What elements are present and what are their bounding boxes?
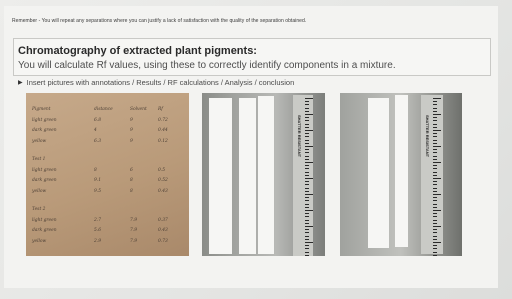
section-label: Insert pictures with annotations / Results / RF calculations / Analysis / conclusion (26, 78, 295, 87)
ruler-tick (305, 248, 309, 249)
chromatography-strips-photo (202, 93, 325, 256)
ruler-tick (305, 184, 309, 185)
ruler-tick (305, 207, 309, 208)
table-cell: 0.37 (158, 217, 168, 223)
ruler-tick (433, 232, 437, 233)
ruler-tick (305, 111, 309, 112)
ruler-tick (433, 207, 437, 208)
ruler-tick (305, 156, 309, 157)
ruler-tick (433, 236, 437, 237)
ruler-tick (433, 191, 437, 192)
ruler-tick (305, 191, 309, 192)
table-cell: 8 (130, 188, 133, 194)
task-title: Chromatography of extracted plant pigments: (18, 45, 257, 57)
table-cell: 0.12 (158, 138, 168, 144)
ruler-tick (433, 242, 441, 243)
table-cell: light green (32, 117, 57, 123)
paper-strip (209, 98, 232, 254)
ruler-tick (433, 181, 437, 182)
table-cell: light green (32, 167, 57, 173)
ruler-tick (433, 143, 437, 144)
task-box (13, 38, 491, 76)
ruler-tick (433, 252, 437, 253)
ruler-tick (433, 255, 437, 256)
ruler-tick (305, 159, 309, 160)
table-cell: Test 2 (32, 207, 46, 212)
ruler-tick (305, 239, 309, 240)
ruler-label: SHATTER RESISTANT (297, 115, 302, 158)
ruler-tick (305, 236, 309, 237)
ruler-tick (305, 120, 309, 121)
ruler-tick (305, 136, 309, 137)
section-toggle[interactable] (18, 78, 294, 87)
ruler-tick (305, 146, 313, 147)
ruler-tick (433, 248, 437, 249)
table-cell: Pigment (32, 107, 51, 112)
table-cell: 2.9 (94, 238, 101, 244)
table-cell: 0.52 (158, 178, 168, 183)
ruler-tick (433, 226, 441, 227)
ruler-tick (433, 136, 437, 137)
ruler-tick (305, 213, 309, 214)
ruler-tick (305, 181, 309, 182)
paper-strip (368, 98, 389, 248)
table-cell: 0.72 (158, 117, 168, 123)
ruler-tick (305, 204, 309, 205)
ruler-tick (305, 127, 309, 128)
table-cell: 9 (130, 117, 133, 123)
ruler-tick (305, 255, 309, 256)
table-cell: 7.9 (130, 238, 137, 244)
table-cell: dark green (32, 228, 57, 233)
ruler-tick (305, 197, 309, 198)
ruler-tick (305, 124, 309, 125)
ruler-tick (305, 194, 313, 195)
ruler-tick (433, 152, 437, 153)
ruler-tick (305, 108, 309, 109)
ruler-tick (433, 210, 441, 211)
ruler-tick (305, 143, 309, 144)
ruler-tick (305, 149, 309, 150)
table-cell: 6 (130, 167, 133, 173)
ruler-tick (433, 200, 437, 201)
table-cell: distance (94, 107, 113, 112)
ruler-tick (305, 245, 309, 246)
ruler-tick (433, 130, 441, 131)
ruler-tick (305, 200, 309, 201)
table-cell: 9.5 (94, 188, 101, 194)
table-cell: yellow (32, 188, 47, 194)
document-page (4, 6, 498, 288)
table-cell: 0.43 (158, 188, 168, 194)
ruler-tick (305, 252, 309, 253)
ruler-tick (433, 104, 437, 105)
task-subtitle: You will calculate Rf values, using these to correctly identify components in a mixture. (18, 60, 396, 71)
ruler-tick (305, 98, 313, 99)
table-cell: dark green (32, 128, 57, 133)
ruler (293, 95, 313, 256)
table-cell: 0.44 (158, 128, 168, 133)
table-cell: Rf (158, 107, 163, 112)
paper-strip (239, 98, 256, 254)
ruler-tick (433, 156, 437, 157)
ruler-tick (305, 168, 309, 169)
ruler-tick (305, 133, 309, 134)
table-cell: 5.6 (94, 228, 101, 233)
ruler-tick (433, 188, 437, 189)
ruler-tick (305, 162, 313, 163)
paper-strip (395, 95, 408, 247)
ruler-tick (433, 162, 441, 163)
ruler-tick (305, 229, 309, 230)
table-cell: 6.8 (94, 117, 101, 123)
table-cell: 0.43 (158, 228, 168, 233)
table-cell: 8 (94, 167, 97, 173)
table-cell: 2.7 (94, 217, 101, 223)
ruler-tick (305, 178, 313, 179)
triangle-right-icon: ▶ (18, 80, 23, 86)
ruler-tick (433, 223, 437, 224)
ruler-tick (305, 117, 309, 118)
table-cell: Test 1 (32, 157, 46, 162)
ruler-tick (305, 165, 309, 166)
table-cell: Solvent (130, 107, 147, 112)
ruler-tick (305, 140, 309, 141)
table-cell: 7.9 (130, 228, 137, 233)
table-cell: light green (32, 217, 57, 223)
table-cell: dark green (32, 178, 57, 183)
table-cell: 0.5 (158, 167, 165, 173)
ruler-tick (305, 223, 309, 224)
ruler-tick (433, 114, 441, 115)
ruler-tick (433, 216, 437, 217)
ruler-tick (433, 194, 441, 195)
table-cell: 9 (130, 128, 133, 133)
ruler-tick (433, 175, 437, 176)
ruler-label: SHATTER RESISTANT (425, 115, 430, 158)
table-cell: 8 (130, 178, 133, 183)
table-cell: yellow (32, 138, 47, 144)
reminder-note: Remember - You will repeat any separations where you can justify a lack of satisfaction with the quality of the separation obtained. (12, 18, 307, 24)
paper-strip (258, 96, 274, 254)
table-cell: yellow (32, 238, 47, 244)
ruler-tick (433, 101, 437, 102)
ruler-tick (433, 213, 437, 214)
ruler-tick (433, 111, 437, 112)
ruler-tick (433, 146, 441, 147)
ruler-tick (433, 239, 437, 240)
ruler-tick (433, 133, 437, 134)
ruler-tick (305, 152, 309, 153)
ruler-tick (305, 175, 309, 176)
table-cell: 0.73 (158, 238, 168, 244)
table-cell: 6.3 (94, 138, 101, 144)
ruler-tick (305, 242, 313, 243)
results-table-photo (26, 93, 189, 256)
ruler-tick (433, 168, 437, 169)
ruler-tick (433, 149, 437, 150)
ruler-tick (305, 114, 313, 115)
ruler-tick (305, 172, 309, 173)
ruler-tick (433, 159, 437, 160)
ruler-tick (305, 101, 309, 102)
ruler-tick (433, 204, 437, 205)
ruler-tick (433, 120, 437, 121)
ruler-tick (305, 188, 309, 189)
ruler-tick (433, 165, 437, 166)
ruler-tick (305, 220, 309, 221)
table-cell: 9.1 (94, 178, 101, 183)
ruler-tick (305, 130, 313, 131)
ruler-tick (433, 98, 441, 99)
ruler-tick (305, 210, 313, 211)
table-cell: 7.9 (130, 217, 137, 223)
ruler-tick (305, 226, 313, 227)
ruler-tick (433, 127, 437, 128)
table-cell: 9 (130, 138, 133, 144)
ruler-tick (433, 117, 437, 118)
ruler-tick (433, 229, 437, 230)
ruler-tick (433, 197, 437, 198)
ruler-tick (305, 104, 309, 105)
ruler-tick (433, 178, 441, 179)
chromatography-strips-photo-2 (340, 93, 462, 256)
ruler (421, 95, 443, 254)
ruler-tick (433, 108, 437, 109)
ruler-tick (433, 124, 437, 125)
table-cell: 4 (94, 128, 97, 133)
ruler-tick (433, 140, 437, 141)
ruler-tick (305, 216, 309, 217)
ruler-tick (433, 172, 437, 173)
ruler-tick (433, 220, 437, 221)
ruler-tick (305, 232, 309, 233)
ruler-tick (433, 184, 437, 185)
ruler-tick (433, 245, 437, 246)
